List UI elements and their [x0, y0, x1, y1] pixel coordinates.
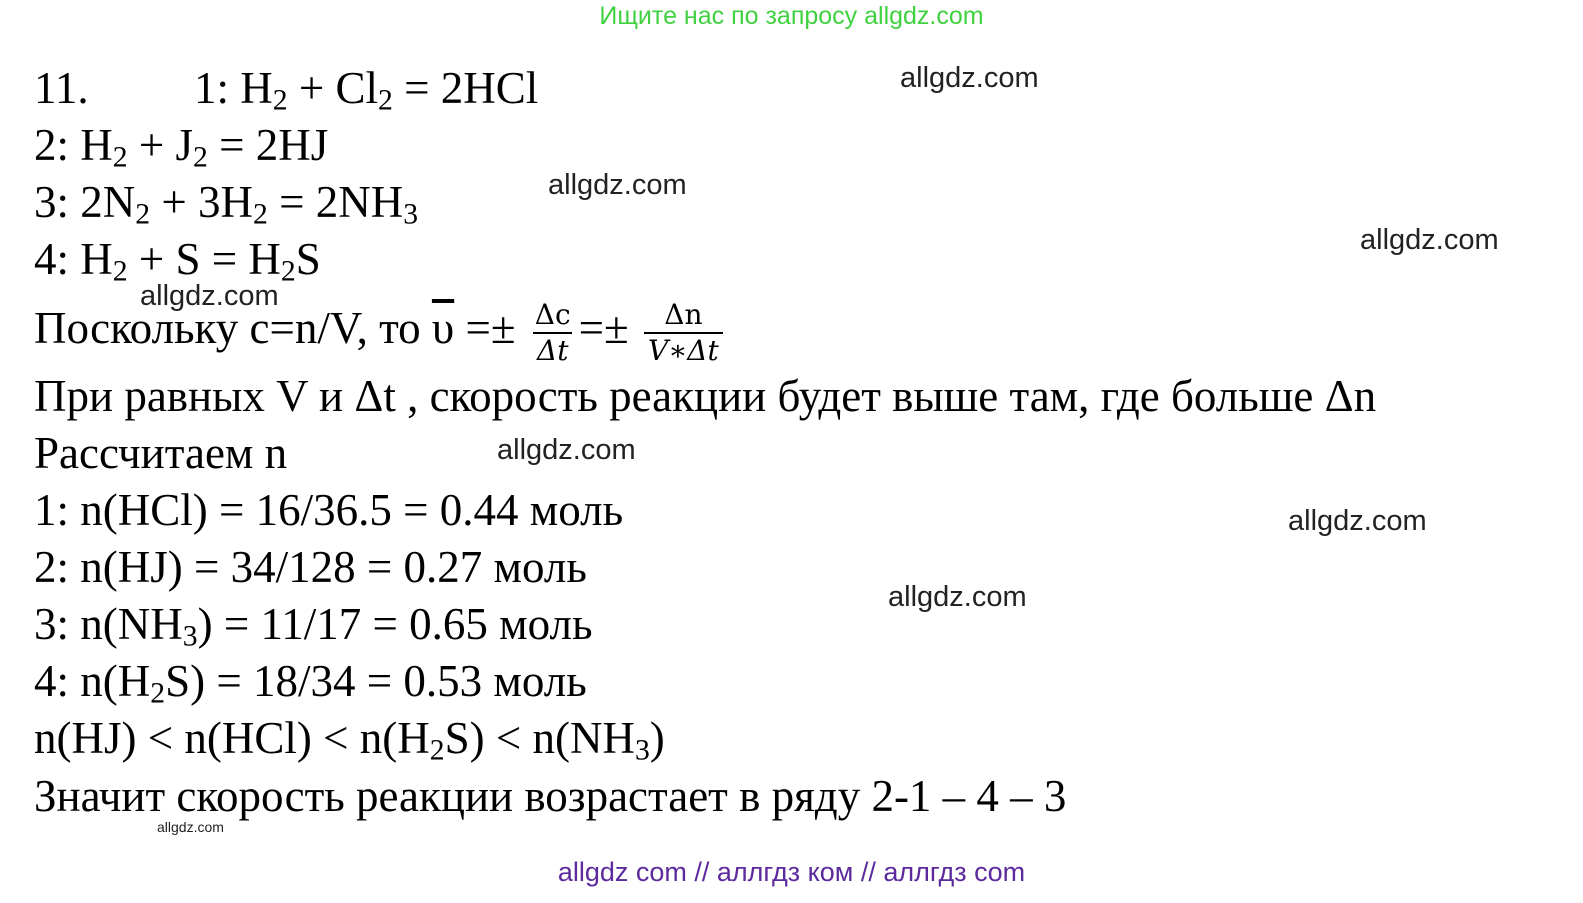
reaction-4: 4: $H_2 + S = H_2S$: [34, 234, 321, 288]
ordering: $n(HJ) < n(HCl) < n(H_2S) < n(NH_3)$: [34, 713, 665, 767]
calc-1: 1: n(HCl) = 16/36.5 = 0.44 моль: [34, 485, 624, 535]
statement: При равных V и Δt , скорость реакции будет выше там, где больше Δn: [34, 371, 1377, 421]
reaction-2: 2: $H_2 + J_2 = 2HJ$: [34, 120, 329, 174]
watermark: allgdz.com: [888, 581, 1027, 613]
watermark: allgdz.com: [900, 62, 1039, 94]
watermark: allgdz.com: [140, 280, 279, 312]
calc-4: 4: $n(H_2S) = 18/34 = 0.53$ моль: [34, 656, 587, 710]
watermark: allgdz.com: [1288, 505, 1427, 537]
reaction-1: 11. 1: $H_2 + Cl_2 = 2HCl$: [34, 60, 1376, 117]
watermark: allgdz.com: [157, 819, 224, 835]
top-banner: Ищите нас по запросу allgdz.com: [599, 2, 984, 30]
watermark: allgdz.com: [1360, 224, 1499, 256]
reaction-3: 3: $2N_2 + 3H_2 = 2NH_3$: [34, 177, 419, 231]
calc-title: Рассчитаем n: [34, 428, 288, 478]
watermark: allgdz.com: [548, 169, 687, 201]
task-number: 11.: [34, 63, 89, 113]
rate-formula: Поскольку c=n/V, то $\overline{\upsilon}$ =± $\frac{\Delta c}{\Delta t}$ =± $\frac{\Delta n}{V∗\Delta t}$: [34, 288, 1376, 368]
footer: allgdz com // аллгдз ком // аллгдз com: [557, 857, 1026, 887]
fraction-dc-dt: $\frac{\Delta c}{\Delta t}$: [534, 297, 571, 367]
fraction-dn-vdt: $\frac{\Delta n}{V∗\Delta t}$: [644, 298, 723, 368]
calc-3: 3: $n(NH_3) = 11/17 = 0.65$ моль: [34, 599, 593, 653]
solution-text: [34, 60, 1376, 825]
conclusion: Значит скорость реакции возрастает в ряду 2-1 – 4 – 3: [34, 771, 1067, 821]
calc-2: 2: n(HJ) = 34/128 = 0.27 моль: [34, 542, 587, 592]
watermark: allgdz.com: [497, 434, 636, 466]
